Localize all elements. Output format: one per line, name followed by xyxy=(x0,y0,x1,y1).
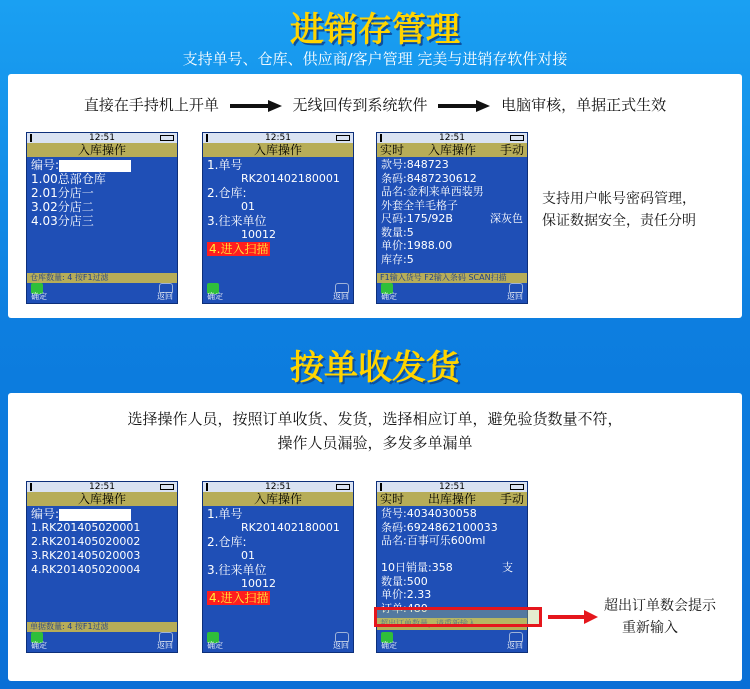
battery-icon xyxy=(336,135,350,141)
size: 尺码:175/92B xyxy=(381,212,453,225)
confirm-softkey[interactable]: 确定 xyxy=(381,641,397,650)
code-input[interactable] xyxy=(59,160,131,172)
back-softkey[interactable]: 返回 xyxy=(507,292,523,301)
handheld-screen-item-detail xyxy=(376,132,528,304)
overlimit-note xyxy=(604,595,716,639)
clock: 12:51 xyxy=(265,482,291,492)
clock: 12:51 xyxy=(89,133,115,143)
product-name-cont: 外套全羊毛格子 xyxy=(381,198,458,212)
screen-footer: 仓库数量: 4 按F1过滤 xyxy=(27,273,177,283)
security-note-line: 支持用户帐号密码管理， xyxy=(542,191,696,207)
barcode: 条码:8487230612 xyxy=(381,171,477,185)
screen-header: 入库操作 xyxy=(203,143,353,157)
screen-title: 入库操作 xyxy=(427,143,476,157)
list-item[interactable]: 2.01分店一 xyxy=(31,186,94,200)
section2-panel xyxy=(8,393,742,681)
code-label: 编号: xyxy=(31,507,60,521)
field-label: 1.单号 xyxy=(207,507,243,521)
screen-footer: 单据数量: 4 按F1过滤 xyxy=(27,622,177,632)
screen-header: 入库操作 xyxy=(27,492,177,506)
description-line: 操作人员漏验，多发多单漏单 xyxy=(277,434,473,452)
warning-message: 超出订单数量，请重新输入 xyxy=(377,618,527,630)
order-number-value[interactable]: RK201402180001 xyxy=(241,172,340,185)
field-label: 3.往来单位 xyxy=(207,563,267,577)
flow-step-3: 电脑审核，单据正式生效 xyxy=(501,96,667,114)
list-item[interactable]: 3.02分店二 xyxy=(31,200,94,214)
partner-value[interactable]: 10012 xyxy=(241,228,276,241)
enter-scan-item[interactable]: 4.进入扫描 xyxy=(209,242,269,256)
quantity[interactable]: 数量:500 xyxy=(381,574,428,588)
code-label: 编号: xyxy=(31,158,60,172)
mode-manual[interactable]: 手动 xyxy=(499,492,524,506)
description-line: 选择操作人员，按照订单收货、发货，选择相应订单，避免验货数量不符， xyxy=(127,410,623,428)
handheld-screen-order-entry xyxy=(202,481,354,653)
back-softkey[interactable]: 返回 xyxy=(157,292,173,301)
order-number-value[interactable]: RK201402180001 xyxy=(241,521,340,534)
confirm-softkey[interactable]: 确定 xyxy=(31,641,47,650)
list-item[interactable]: 1.00总部仓库 xyxy=(31,172,106,186)
section1-title: 进销存管理 xyxy=(290,10,460,50)
unit-price: 单价:1988.00 xyxy=(381,239,453,252)
status-bar xyxy=(377,482,527,492)
barcode: 条码:6924862100033 xyxy=(381,520,498,534)
field-label: 3.往来单位 xyxy=(207,214,267,228)
security-note xyxy=(542,188,696,232)
signal-icon xyxy=(206,134,213,142)
screen-title: 出库操作 xyxy=(427,492,476,506)
field-label: 1.单号 xyxy=(207,158,243,172)
flow-step-1: 直接在手持机上开单 xyxy=(83,96,219,114)
product-name: 品名:百事可乐600ml xyxy=(381,534,486,547)
clock: 12:51 xyxy=(89,482,115,492)
screen-header: 入库操作 xyxy=(27,143,177,157)
color: 深灰色 xyxy=(490,212,523,225)
list-item[interactable]: 3.RK201405020003 xyxy=(31,549,141,562)
section2-description xyxy=(8,407,742,455)
flow-row xyxy=(8,94,742,115)
battery-icon xyxy=(510,135,524,141)
unit: 支 xyxy=(502,561,513,574)
battery-icon xyxy=(160,484,174,490)
section1-subtitle: 支持单号、仓库、供应商/客户管理 完美与进销存软件对接 xyxy=(182,50,568,68)
list-item[interactable]: 1.RK201405020001 xyxy=(31,521,141,534)
handheld-screen-order-list xyxy=(26,481,178,653)
confirm-softkey[interactable]: 确定 xyxy=(381,292,397,301)
stock: 库存:5 xyxy=(381,252,414,266)
list-item[interactable]: 4.03分店三 xyxy=(31,214,94,228)
status-bar xyxy=(27,482,177,492)
clock: 12:51 xyxy=(439,133,465,143)
warehouse-value[interactable]: 01 xyxy=(241,549,255,562)
signal-icon xyxy=(30,483,37,491)
handheld-screen-warehouse-list xyxy=(26,132,178,304)
quantity[interactable]: 数量:5 xyxy=(381,225,414,239)
handheld-screen-order-entry xyxy=(202,132,354,304)
flow-step-2: 无线回传到系统软件 xyxy=(292,96,428,114)
battery-icon xyxy=(510,484,524,490)
code-input[interactable] xyxy=(59,509,131,521)
back-softkey[interactable]: 返回 xyxy=(333,292,349,301)
back-softkey[interactable]: 返回 xyxy=(333,641,349,650)
status-bar xyxy=(203,133,353,143)
section1-panel xyxy=(8,74,742,318)
screen-header xyxy=(377,143,527,157)
mode-realtime[interactable]: 实时 xyxy=(380,492,405,506)
enter-scan-item[interactable]: 4.进入扫描 xyxy=(209,591,269,605)
warehouse-value[interactable]: 01 xyxy=(241,200,255,213)
signal-icon xyxy=(30,134,37,142)
back-softkey[interactable]: 返回 xyxy=(157,641,173,650)
clock: 12:51 xyxy=(265,133,291,143)
screen-header: 入库操作 xyxy=(203,492,353,506)
back-softkey[interactable]: 返回 xyxy=(507,641,523,650)
security-note-line: 保证数据安全，责任分明 xyxy=(542,213,696,229)
style-number: 款号:848723 xyxy=(381,158,449,171)
confirm-softkey[interactable]: 确定 xyxy=(207,641,223,650)
confirm-softkey[interactable]: 确定 xyxy=(31,292,47,301)
list-item[interactable]: 2.RK201405020002 xyxy=(31,535,141,548)
sales-10-day: 10日销量:358 xyxy=(381,561,453,574)
screen-header xyxy=(377,492,527,506)
list-item[interactable]: 4.RK201405020004 xyxy=(31,563,141,576)
status-bar xyxy=(377,133,527,143)
overlimit-note-line: 重新输入 xyxy=(622,620,678,636)
mode-manual[interactable]: 手动 xyxy=(499,143,524,157)
mode-realtime[interactable]: 实时 xyxy=(380,143,405,157)
screen-footer: F1输入货号 F2输入条码 SCAN扫描 xyxy=(377,273,527,283)
item-number: 货号:4034030058 xyxy=(381,507,477,520)
unit-price: 单价:2.33 xyxy=(381,588,432,601)
status-bar xyxy=(27,133,177,143)
battery-icon xyxy=(336,484,350,490)
section2-title: 按单收发货 xyxy=(290,348,460,388)
field-label: 2.仓库: xyxy=(207,535,247,549)
warning-highlight-box xyxy=(374,607,542,627)
confirm-softkey[interactable]: 确定 xyxy=(207,292,223,301)
battery-icon xyxy=(160,135,174,141)
order-quantity: 订单:480 xyxy=(381,601,428,615)
clock: 12:51 xyxy=(439,482,465,492)
signal-icon xyxy=(380,134,387,142)
overlimit-note-line: 超出订单数会提示 xyxy=(604,598,716,614)
partner-value[interactable]: 10012 xyxy=(241,577,276,590)
arrow-right-icon xyxy=(230,100,282,112)
status-bar xyxy=(203,482,353,492)
handheld-screen-outbound-detail xyxy=(376,481,528,653)
signal-icon xyxy=(206,483,213,491)
product-name: 品名:金利来单西装男 xyxy=(381,185,484,198)
arrow-right-icon xyxy=(438,100,490,112)
red-arrow-icon xyxy=(548,610,598,624)
signal-icon xyxy=(380,483,387,491)
field-label: 2.仓库: xyxy=(207,186,247,200)
